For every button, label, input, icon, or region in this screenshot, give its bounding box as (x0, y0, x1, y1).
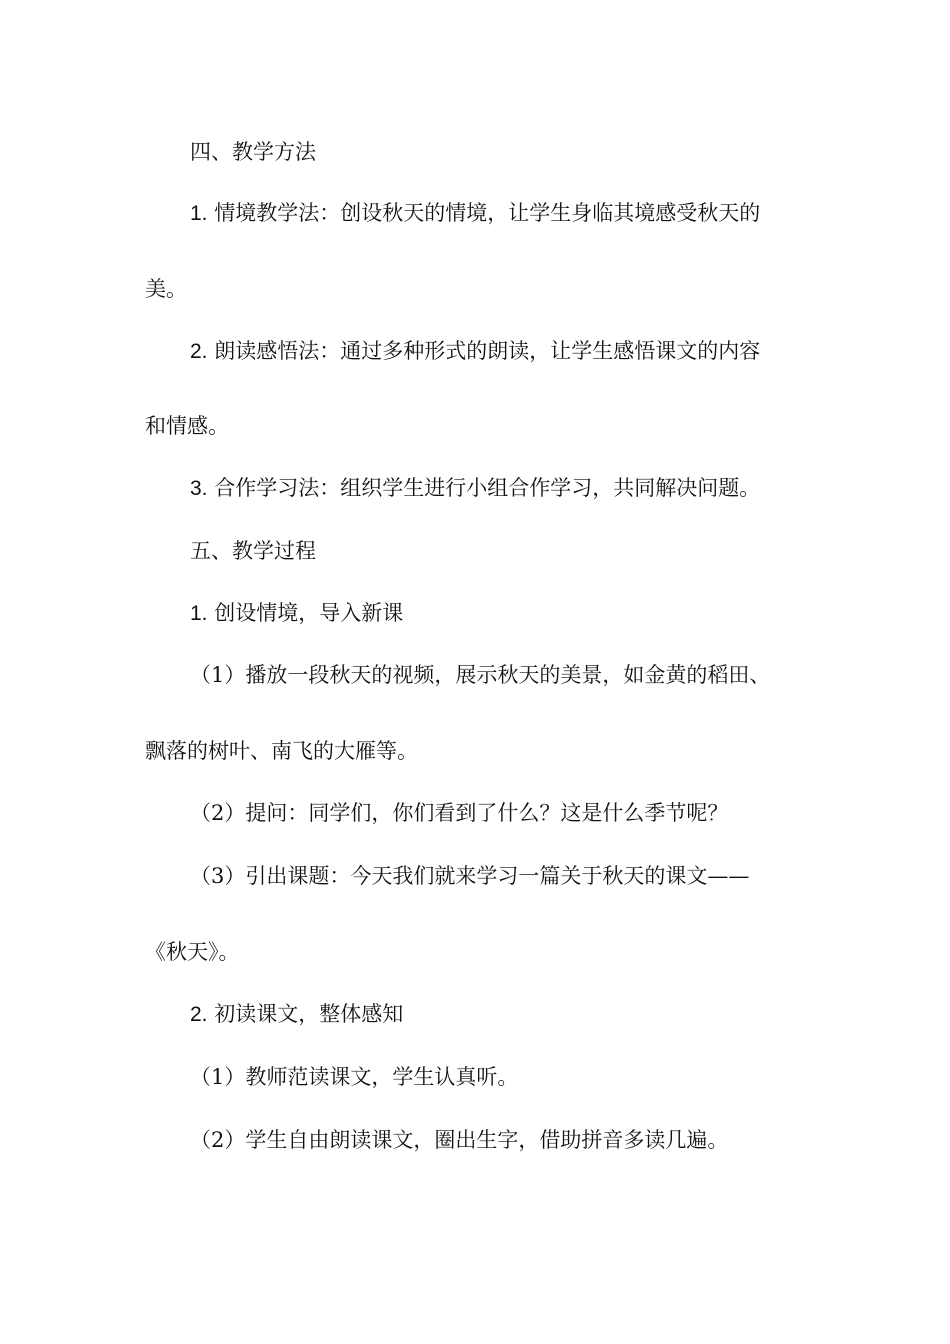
paragraph-method-2-continued (145, 412, 229, 440)
line-text: 播放一段秋天的视频，展示秋天的美景，如金黄的稻田、 (245, 663, 771, 687)
item-number: 1. (190, 202, 208, 225)
item-number: 2. (190, 340, 208, 363)
line-text: 学生自由朗读课文，圈出生字，借助拼音多读几遍。 (245, 1128, 729, 1152)
line-text: 教师范读课文，学生认真听。 (245, 1065, 519, 1089)
process-substep-1-1-continued (145, 737, 418, 765)
process-substep-1-1 (190, 661, 770, 689)
line-text: 引出课题：今天我们就来学习一篇关于秋天的课文—— (245, 864, 750, 888)
paragraph-method-1 (190, 199, 760, 228)
paragraph-method-2 (190, 337, 760, 366)
line-text: 朗读感悟法：通过多种形式的朗读，让学生感悟课文的内容 (207, 339, 761, 363)
line-text: 初读课文，整体感知 (207, 1002, 404, 1026)
line-text: 四、教学方法 (190, 140, 316, 164)
item-number: （3） (190, 864, 246, 888)
process-step-2 (190, 1000, 403, 1029)
item-number: （1） (190, 1065, 246, 1089)
item-number: （2） (190, 801, 246, 825)
line-text: 创设情境，导入新课 (207, 601, 404, 625)
line-text: 和情感。 (145, 414, 229, 438)
section-heading-teaching-process (190, 537, 316, 565)
item-number: （2） (190, 1128, 246, 1152)
item-number: 2. (190, 1003, 208, 1026)
item-number: 3. (190, 477, 208, 500)
paragraph-method-3 (190, 474, 760, 503)
process-substep-2-2 (190, 1126, 728, 1154)
line-text: 《秋天》。 (145, 940, 240, 964)
item-number: 1. (190, 602, 208, 625)
process-step-1 (190, 599, 403, 628)
line-text: 合作学习法：组织学生进行小组合作学习，共同解决问题。 (207, 476, 761, 500)
line-text: 五、教学过程 (190, 539, 316, 563)
line-text: 飘落的树叶、南飞的大雁等。 (145, 739, 418, 763)
line-text: 美。 (145, 277, 187, 301)
process-substep-1-2 (190, 799, 728, 827)
process-substep-1-3 (190, 862, 749, 890)
line-text: 提问：同学们，你们看到了什么？这是什么季节呢？ (245, 801, 729, 825)
line-text: 情境教学法：创设秋天的情境，让学生身临其境感受秋天的 (207, 201, 761, 225)
process-substep-1-3-continued (145, 938, 240, 966)
paragraph-method-1-continued (145, 275, 187, 303)
process-substep-2-1 (190, 1063, 518, 1091)
item-number: （1） (190, 663, 246, 687)
section-heading-teaching-methods (190, 138, 316, 166)
